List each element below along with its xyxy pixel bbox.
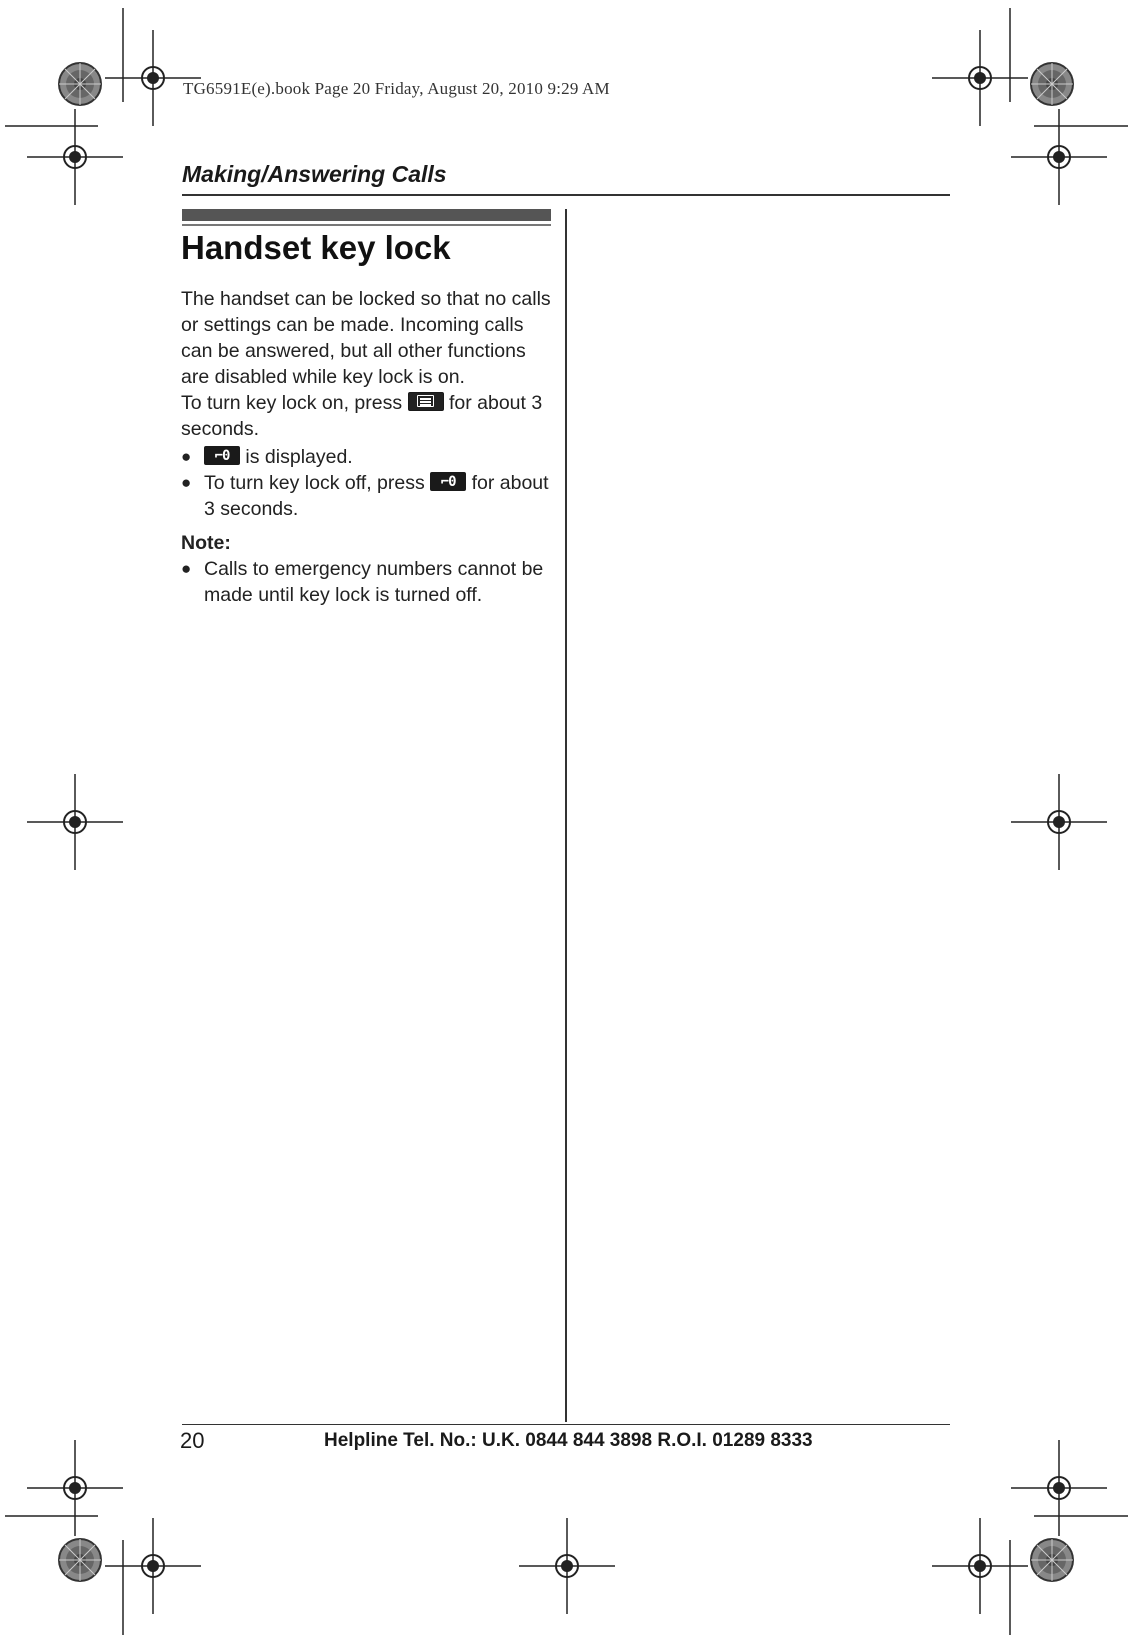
bullet-text-after: for about 3 seconds. bbox=[204, 472, 549, 520]
body-text bbox=[181, 286, 553, 608]
note-heading: Note: bbox=[181, 532, 231, 554]
key-lock-icon: ⌐0 bbox=[430, 472, 466, 491]
instruction-text-after: for about 3 seconds. bbox=[181, 392, 543, 440]
bullet-text-before: To turn key lock off, press bbox=[204, 472, 425, 494]
title-bar bbox=[182, 209, 551, 221]
list-item bbox=[181, 444, 553, 470]
intro-paragraph: The handset can be locked so that no calls or settings can be made. Incoming calls can be answered, but all other functions are disabled while key lock is on. bbox=[181, 288, 551, 388]
key-lock-icon: ⌐0 bbox=[204, 446, 240, 465]
bullet-text: is displayed. bbox=[245, 446, 353, 468]
list-item bbox=[181, 470, 553, 522]
section-title: Making/Answering Calls bbox=[182, 161, 447, 187]
print-slug-header: TG6591E(e).book Page 20 Friday, August 20, 2010 9:29 AM bbox=[183, 79, 610, 98]
menu-key-icon bbox=[408, 392, 444, 411]
helpline-text: Helpline Tel. No.: U.K. 0844 844 3898 R.O.I. 01289 8333 bbox=[324, 1430, 813, 1451]
bullet-icon: ● bbox=[181, 447, 192, 466]
note-item bbox=[181, 556, 553, 608]
column-divider bbox=[565, 209, 567, 1422]
note-text: Calls to emergency numbers cannot be made until key lock is turned off. bbox=[204, 558, 544, 606]
page-title: Handset key lock bbox=[181, 229, 451, 266]
section-rule bbox=[182, 194, 950, 196]
bullet-icon: ● bbox=[181, 473, 192, 492]
instruction-paragraph bbox=[181, 390, 553, 442]
bullet-icon: ● bbox=[181, 559, 192, 578]
page-number: 20 bbox=[180, 1428, 205, 1453]
title-rule bbox=[182, 224, 551, 226]
footer-rule bbox=[182, 1424, 950, 1425]
instruction-text-before: To turn key lock on, press bbox=[181, 392, 403, 414]
